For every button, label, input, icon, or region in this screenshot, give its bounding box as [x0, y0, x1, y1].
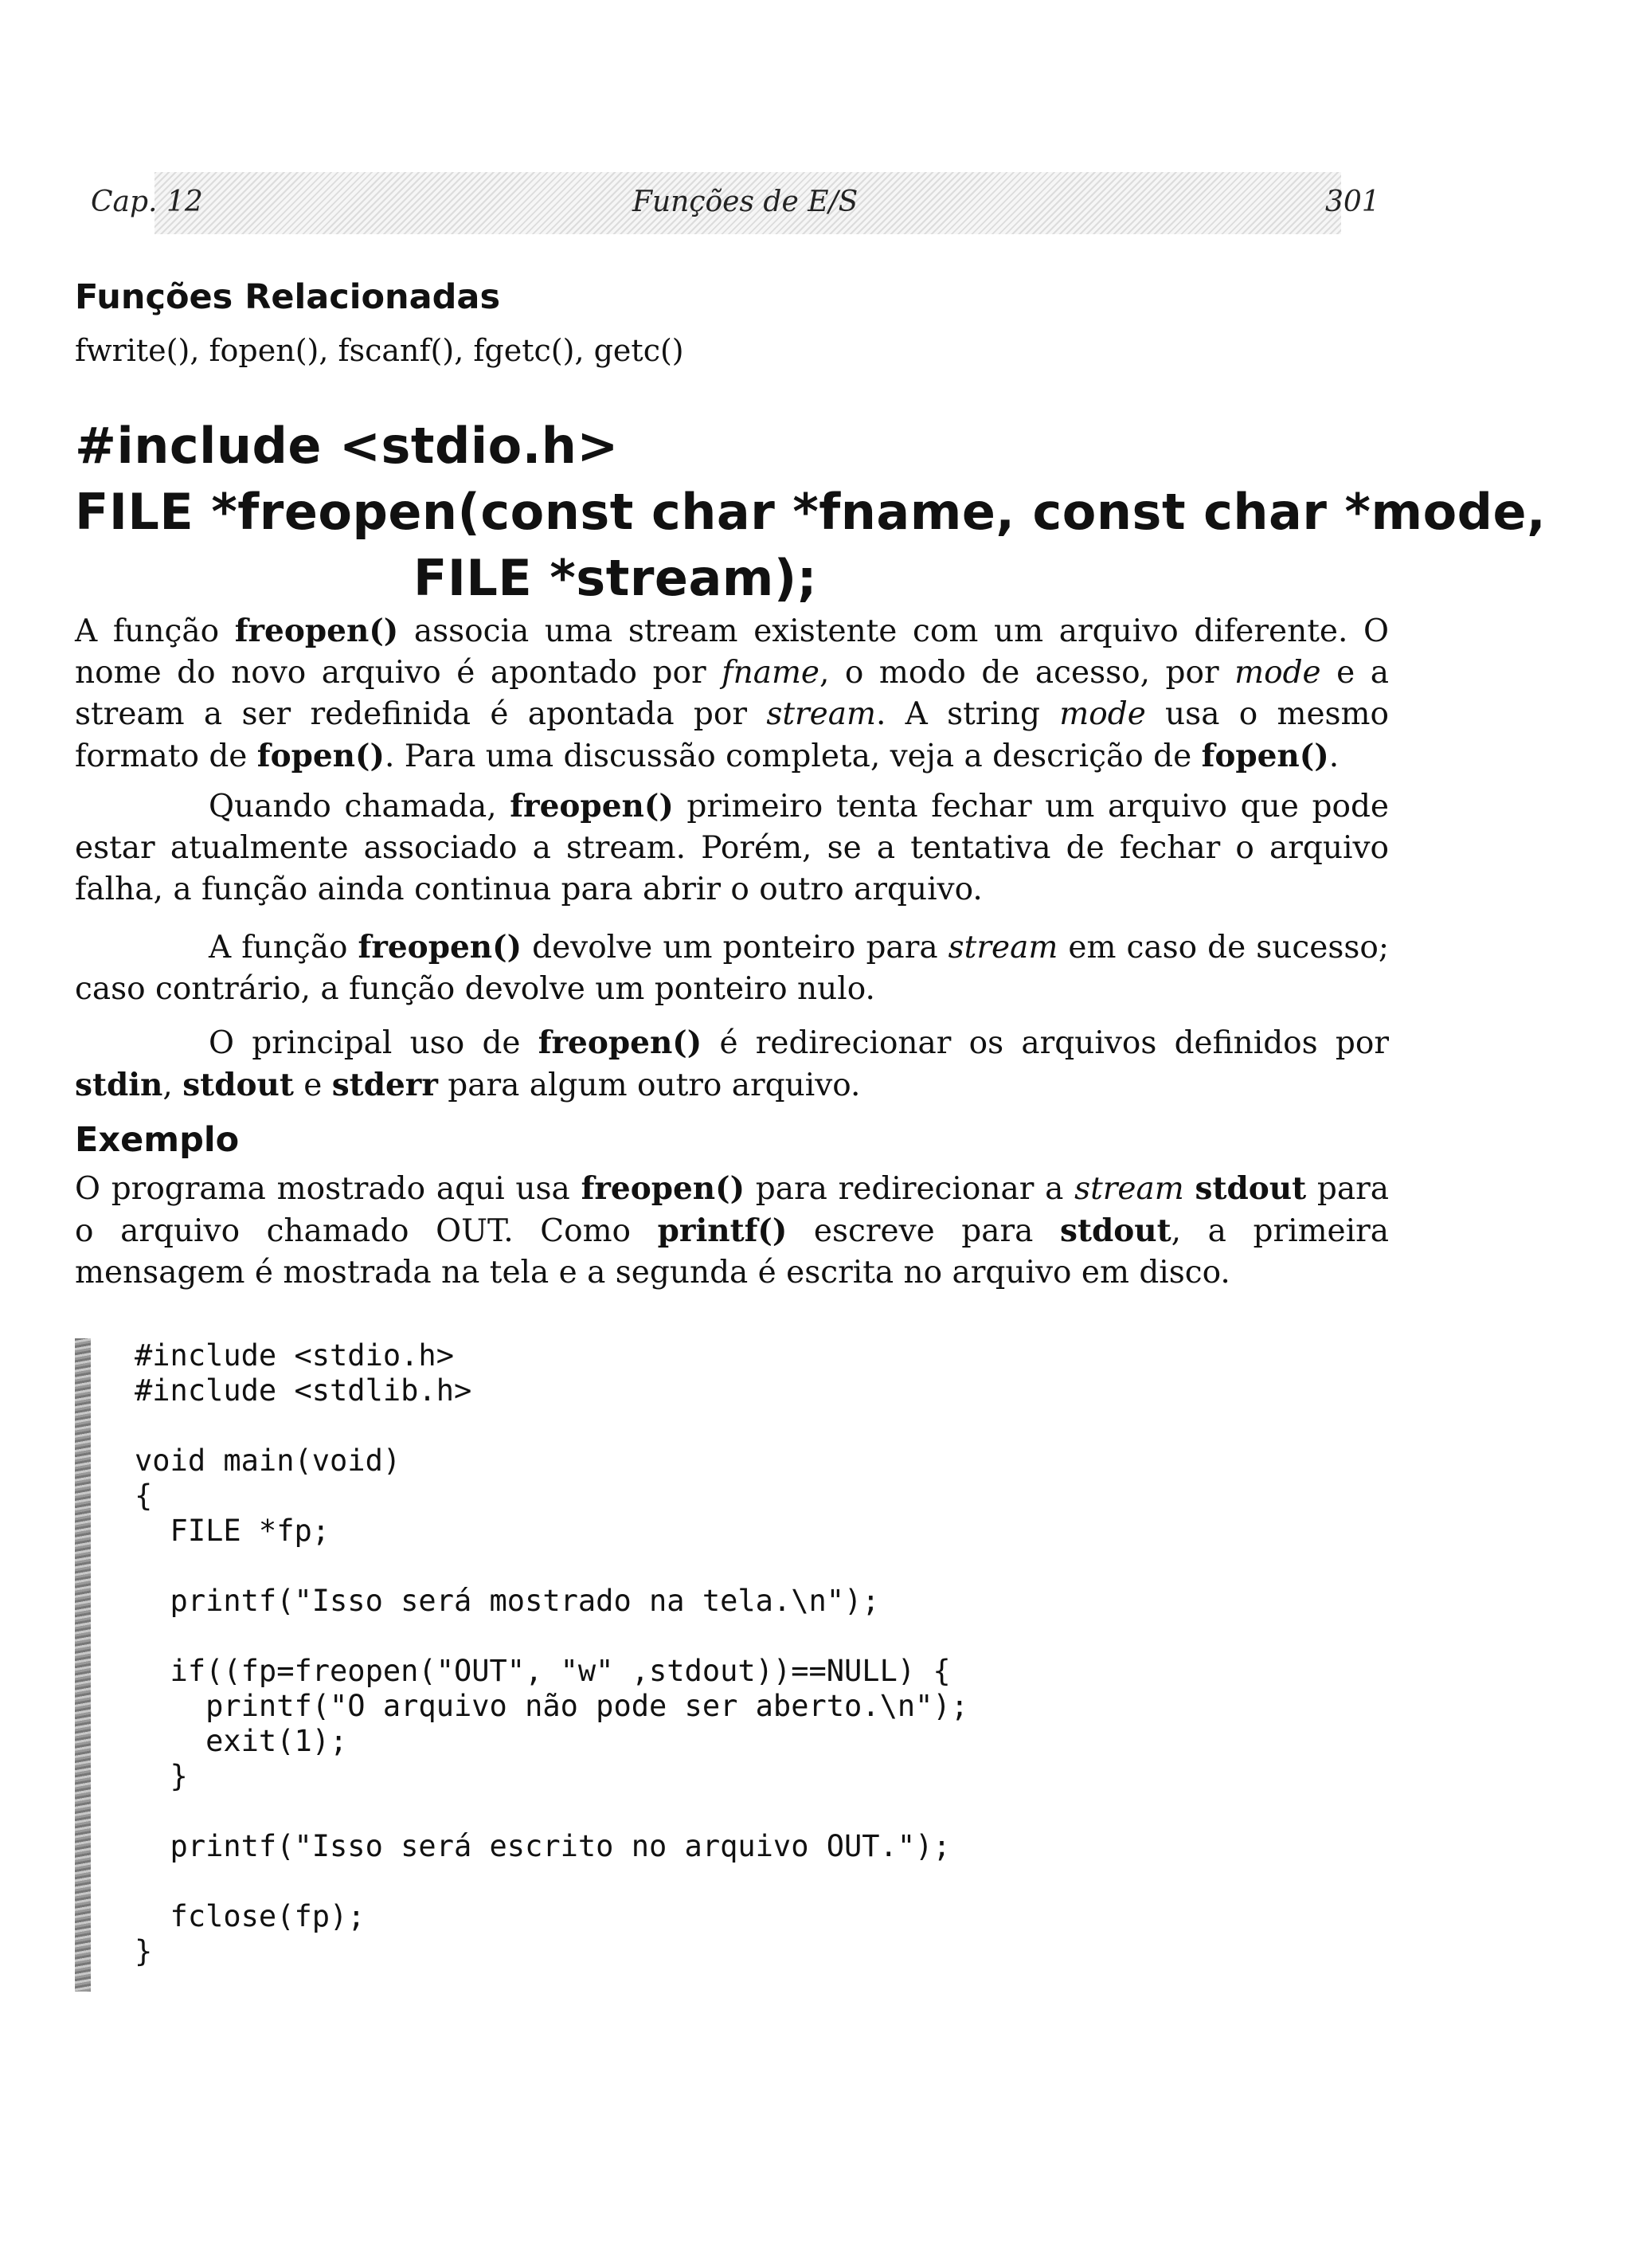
- prototype-signature-continuation: FILE *stream);: [413, 549, 818, 607]
- param-name: mode: [1234, 655, 1321, 691]
- text-run: , o modo de acesso, por: [819, 655, 1235, 691]
- function-name: freopen(): [358, 929, 522, 966]
- function-name: freopen(): [510, 788, 674, 825]
- function-name: freopen(): [538, 1024, 702, 1061]
- text-run: e a stream a ser redefinida é apontada por: [75, 655, 1389, 732]
- param-name: mode: [1059, 696, 1146, 732]
- stream-name: stdin: [75, 1067, 163, 1103]
- function-name: freopen(): [581, 1170, 745, 1207]
- stream-name: stderr: [331, 1067, 438, 1103]
- prototype-signature-line: FILE *freopen(const char *fname, const char *mode,: [75, 483, 1547, 541]
- code-block: #include <stdio.h> #include <stdlib.h> void main(void) { FILE *fp; printf("Isso será mostrado na tela.\n"); if((fp=freopen("OUT", "w" ,stdout))==NULL) { printf("O arquivo não pode ser aberto.\n"); exit(1); } printf("Isso será escrito no arquivo OUT."); fclose(fp); }: [135, 1338, 968, 1968]
- paragraph-close-behavior: [75, 785, 1389, 911]
- stream-name: stdout: [1195, 1170, 1307, 1207]
- text-run: para o arquivo chamado OUT. Como: [75, 1171, 1389, 1249]
- related-functions-list: fwrite(), fopen(), fscanf(), fgetc(), getc(): [75, 333, 684, 368]
- example-heading: Exemplo: [75, 1120, 240, 1160]
- code-listing: [75, 1338, 1389, 1992]
- text-run: usa o mesmo formato de: [75, 696, 1390, 774]
- text-run: . Para uma discussão completa, veja a descrição de: [384, 738, 1202, 774]
- text-run: associa uma stream existente com um arquivo diferente. O nome do novo arquivo é apontado por: [75, 613, 1389, 691]
- text-run: é redirecionar os arquivos definidos por: [702, 1025, 1389, 1061]
- paragraph-description: [75, 610, 1389, 778]
- text-run: e: [293, 1067, 332, 1103]
- param-name: stream: [948, 930, 1058, 966]
- stream-name: stdout: [1060, 1212, 1171, 1249]
- paragraph-main-use: [75, 1022, 1389, 1107]
- text-run: . A string: [875, 696, 1060, 732]
- text-run: O programa mostrado aqui usa: [75, 1171, 581, 1207]
- chapter-label: Cap. 12: [91, 186, 203, 218]
- running-header: [75, 166, 1381, 252]
- text-run: devolve um ponteiro para: [522, 930, 948, 966]
- paragraph-return-value: [75, 926, 1389, 1010]
- code-margin-bar: [75, 1338, 91, 1992]
- text-run: O principal uso de: [209, 1025, 538, 1061]
- text-run: Quando chamada,: [209, 789, 510, 825]
- text-run: para redirecionar a: [745, 1171, 1075, 1207]
- stream-name: stdout: [182, 1067, 294, 1103]
- text-run: primeiro tenta fechar um arquivo que pode estar atualmente associado a stream. Porém, se a tentativa de fechar o arquivo falha, a função ainda continua para abrir o outro arquivo.: [75, 789, 1389, 907]
- function-name: freopen(): [234, 613, 399, 649]
- param-name: fname: [722, 655, 820, 691]
- page-number: 301: [1325, 186, 1380, 218]
- prototype-include-line: #include <stdio.h>: [75, 417, 619, 475]
- function-name: printf(): [657, 1212, 788, 1249]
- function-prototype: [75, 413, 1546, 611]
- text-run: [1184, 1171, 1195, 1207]
- text-run: ,: [162, 1067, 183, 1103]
- example-intro: [75, 1168, 1389, 1294]
- text-run: A função: [209, 930, 358, 966]
- text-run: para algum outro arquivo.: [437, 1067, 861, 1103]
- param-name: stream: [766, 696, 876, 732]
- text-run: , a primeira mensagem é mostrada na tela e a segunda é escrita no arquivo em disco.: [75, 1213, 1389, 1291]
- section-title: Funções de E/S: [632, 186, 859, 218]
- text-run: A função: [75, 613, 235, 649]
- function-name: fopen(): [256, 738, 385, 774]
- text-run: em caso de sucesso; caso contrário, a função devolve um ponteiro nulo.: [75, 930, 1389, 1007]
- related-functions-heading: Funções Relacionadas: [75, 277, 501, 317]
- text-run: escreve para: [787, 1213, 1061, 1249]
- param-name: stream: [1074, 1171, 1184, 1207]
- text-run: .: [1328, 738, 1340, 774]
- function-name: fopen(): [1201, 738, 1329, 774]
